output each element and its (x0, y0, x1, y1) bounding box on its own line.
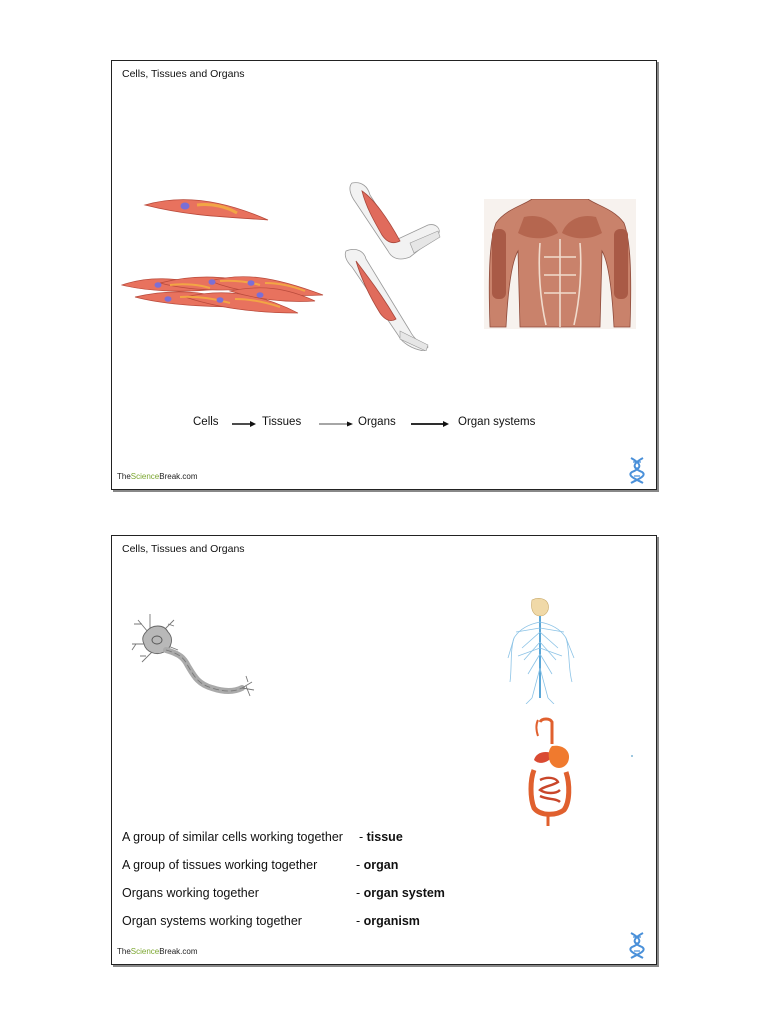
footer-brand: TheScienceBreak.com (117, 472, 198, 481)
slide-1 (111, 60, 657, 490)
arrow-right-icon (232, 421, 256, 427)
definition-row: Organ systems working together - organism (122, 914, 420, 928)
definition-row: Organs working together - organ system (122, 886, 445, 900)
dna-logo-icon (628, 456, 646, 484)
flow-organs: Organs (358, 416, 396, 428)
dna-logo-icon (628, 931, 646, 959)
muscle-tissue-icon (120, 271, 325, 319)
hierarchy-flow (112, 416, 656, 432)
digestive-system-icon (526, 716, 576, 828)
flow-tissues: Tissues (262, 416, 302, 428)
arrow-right-icon (319, 421, 353, 427)
definition-term: - tissue (359, 830, 403, 844)
definition-term: - organ system (356, 886, 445, 900)
definition-term: - organism (356, 914, 420, 928)
dot-mark (630, 754, 634, 758)
definition-row: A group of similar cells working together - tissue (122, 830, 403, 844)
torso-muscular-system-icon (484, 199, 636, 329)
definition-row: A group of tissues working together - organ (122, 858, 399, 872)
arrow-right-icon (411, 421, 449, 427)
slide-2 (111, 535, 657, 965)
definition-term: - organ (356, 858, 399, 872)
flow-organ-systems: Organ systems (458, 416, 536, 428)
flow-cells: Cells (193, 416, 219, 428)
nervous-system-icon (506, 598, 576, 704)
arm-muscle-icon (340, 179, 450, 351)
muscle-cell-icon (142, 193, 272, 225)
slide-title: Cells, Tissues and Organs (122, 68, 245, 80)
footer-brand: TheScienceBreak.com (117, 947, 198, 956)
neuron-icon (128, 610, 258, 710)
slide-title: Cells, Tissues and Organs (122, 543, 245, 555)
